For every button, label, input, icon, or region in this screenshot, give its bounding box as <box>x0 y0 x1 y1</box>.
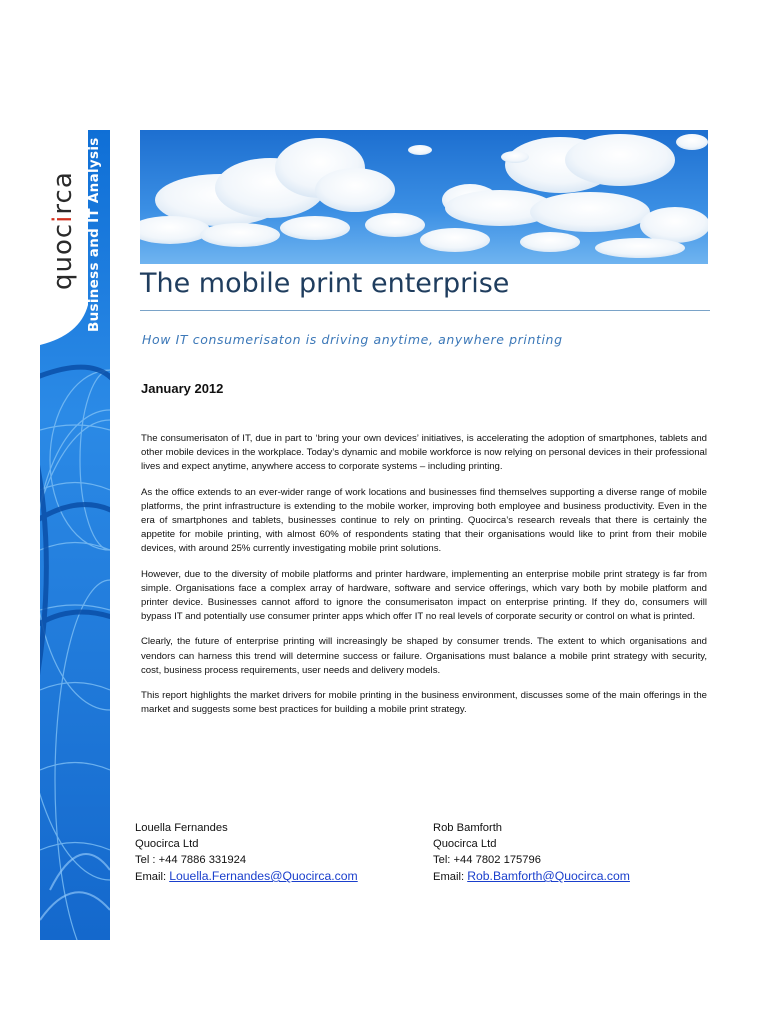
report-date: January 2012 <box>141 381 224 396</box>
title-divider <box>140 310 710 311</box>
contact-email-line <box>135 868 395 885</box>
contact-phone: Tel: +44 7802 175796 <box>433 854 541 866</box>
report-body <box>141 432 707 728</box>
contact-card <box>135 820 395 885</box>
email-link[interactable]: Rob.Bamforth@Quocirca.com <box>467 869 630 883</box>
quocirca-logo: quocirca <box>48 171 78 290</box>
contact-email-line <box>433 868 693 885</box>
brand-tagline: Business and IT Analysis <box>86 137 102 332</box>
contact-card <box>433 820 693 885</box>
contact-company: Quocirca Ltd <box>135 838 199 850</box>
paragraph: The consumerisaton of IT, due in part to ‘bring your own devices’ initiatives, is accelerating the adoption of smartphones, tablets and other mobile devices in the workplace. Today’s dynamic and mobile workforce is now relying on personal devices in their professional lives and expect anytime, anywhere access to corporate systems – including printing. <box>141 433 707 473</box>
sky-clouds-banner <box>140 130 708 264</box>
page-title: The mobile print enterprise <box>140 268 510 299</box>
paragraph: As the office extends to an ever-wider range of work locations and businesses find themselves supporting a diverse range of mobile platforms, the print infrastructure is extending to the mobile worker, improving both employee and business productivity. Even in the era of smartphones and tablets, businesses continue to rely on printing. Quocirca’s research reveals that there is certainly the appetite for mobile printing, with almost 60% of respondents stating that their organisations would like to print from their mobile devices, with around 25% currently investigating mobile print solutions. <box>141 486 707 555</box>
paragraph: However, due to the diversity of mobile platforms and printer hardware, implementing an enterprise mobile print strategy is far from simple. Organisations face a complex array of hardware, software and service offerings, which vary both by mobile platform and printer device. Businesses cannot afford to ignore the consumerisaton impact on enterprise printing. If they do, consumers will bypass IT and potentially use consumer printer apps which offer IT no real levels of corporate security or control on what is printed. <box>141 568 707 623</box>
email-label: Email: <box>135 871 170 883</box>
email-label: Email: <box>433 871 468 883</box>
contact-name: Louella Fernandes <box>135 822 228 834</box>
contact-name: Rob Bamforth <box>433 822 503 834</box>
paragraph: Clearly, the future of enterprise printing will increasingly be shaped by consumer trends. The extent to which organisations and vendors can harness this trend will determine success or failure. Organisations must balance a mobile print strategy with security, cost, business process requirements, user needs and delivery models. <box>141 636 707 676</box>
page-subtitle: How IT consumerisaton is driving anytime, anywhere printing <box>142 332 563 347</box>
contact-phone: Tel : +44 7886 331924 <box>135 854 247 866</box>
paragraph: This report highlights the market drivers for mobile printing in the business environment, discusses some of the main offerings in the market and suggests some best practices for building a mobile print strategy. <box>141 690 707 716</box>
email-link[interactable]: Louella.Fernandes@Quocirca.com <box>169 869 358 883</box>
contact-company: Quocirca Ltd <box>433 838 497 850</box>
